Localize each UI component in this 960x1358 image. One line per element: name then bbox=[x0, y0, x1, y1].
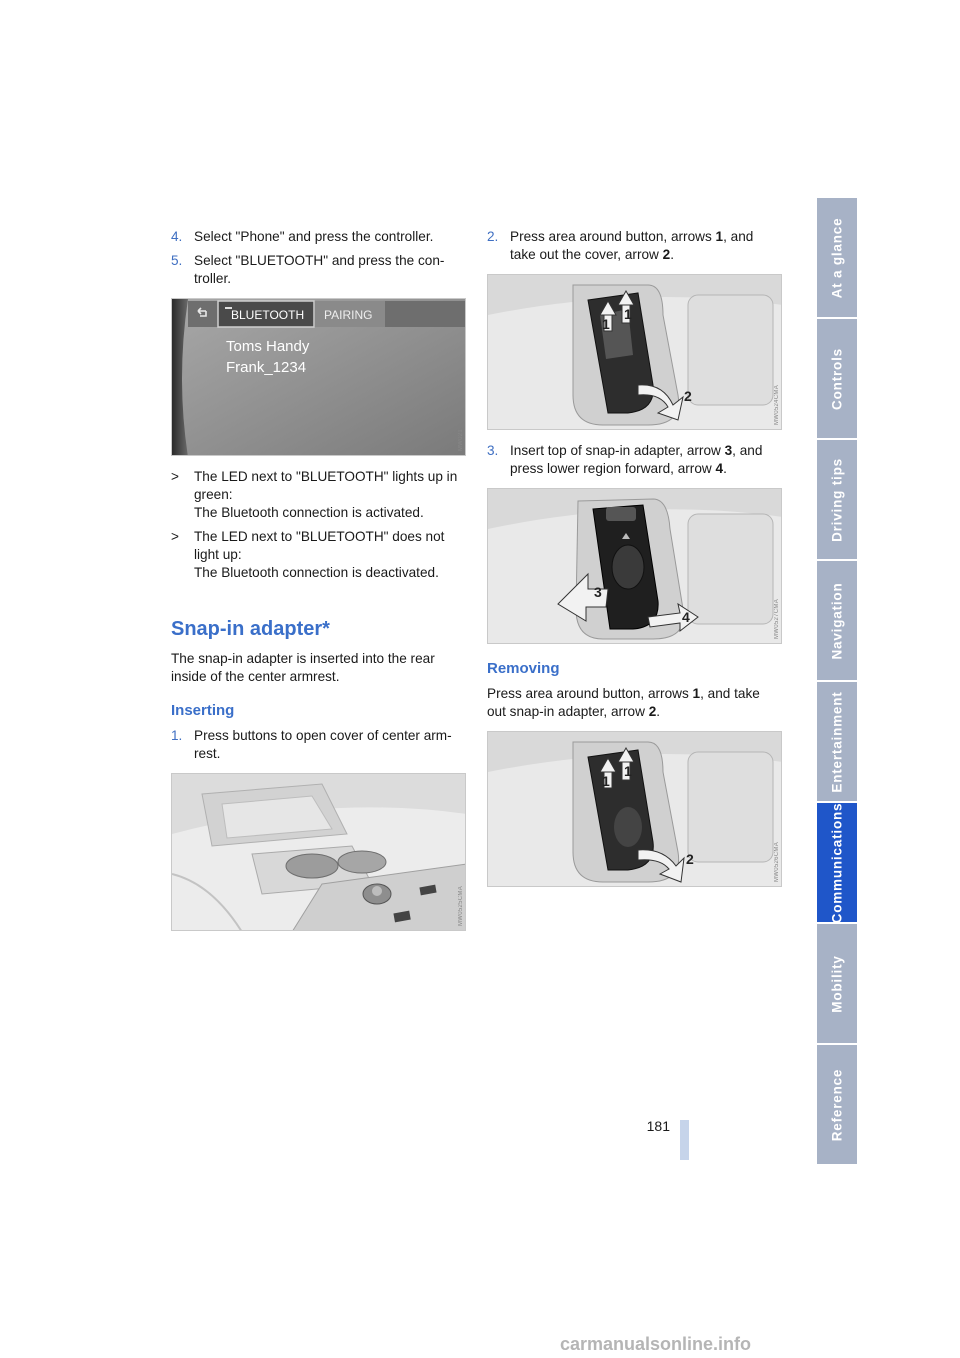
arrow-label-1b: 1 bbox=[602, 773, 610, 789]
step-text bbox=[510, 228, 782, 264]
site-watermark: carmanualsonline.info bbox=[560, 1334, 752, 1354]
text-segment: . bbox=[656, 704, 661, 719]
figure-reference: MW0527CMA bbox=[774, 598, 780, 639]
chapter-sidebar bbox=[817, 198, 857, 1166]
bullet-led-off bbox=[171, 528, 466, 582]
text-segment: , and take out the cover, arrow bbox=[510, 229, 754, 262]
step-number: 5. bbox=[171, 253, 183, 268]
step-number: 4. bbox=[171, 229, 183, 244]
bullet-led-on bbox=[171, 468, 466, 522]
arrow-ref: 3 bbox=[724, 443, 733, 458]
chapter-tab-label: Entertainment bbox=[829, 690, 845, 793]
arrow-label-1b: 1 bbox=[602, 316, 610, 332]
text-segment: . bbox=[670, 247, 674, 262]
step-text bbox=[510, 442, 782, 478]
chapter-tab-label: Communications bbox=[829, 802, 845, 923]
subheading-removing: Removing bbox=[487, 660, 560, 677]
text-segment: Insert top of snap-in adapter, arrow bbox=[510, 443, 725, 458]
bullet-marker: > bbox=[171, 469, 179, 484]
remove-adapter-figure bbox=[487, 731, 782, 887]
chapter-tab-label: Mobility bbox=[829, 954, 845, 1013]
step-number: 3. bbox=[487, 443, 499, 458]
device-entry-1: Toms Handy bbox=[226, 338, 310, 355]
chapter-tab-controls[interactable] bbox=[817, 319, 857, 440]
bluetooth-screen-illustration bbox=[172, 299, 466, 456]
arrow-label-4: 4 bbox=[682, 609, 690, 625]
step-number: 2. bbox=[487, 229, 499, 244]
page-marker-bar bbox=[680, 1120, 689, 1160]
arrow-ref: 4 bbox=[715, 461, 724, 476]
section-heading: Snap-in adapter* bbox=[171, 618, 330, 640]
arrow-ref: 2 bbox=[662, 247, 671, 262]
remove-cover-illustration bbox=[488, 275, 782, 430]
text-segment: , and take out snap-in adapter, arrow bbox=[487, 686, 760, 719]
arrow-label-2: 2 bbox=[686, 851, 694, 867]
arrow-label-3: 3 bbox=[594, 584, 602, 600]
chapter-tab-navigation[interactable] bbox=[817, 561, 857, 682]
insert-adapter-illustration bbox=[488, 489, 782, 644]
subheading-inserting: Inserting bbox=[171, 702, 235, 719]
bullet-text: The LED next to "BLUETOOTH" lights up in green: The Bluetooth connection is activated. bbox=[194, 469, 458, 520]
center-armrest-figure bbox=[171, 773, 466, 931]
figure-reference: MW0526CMA bbox=[774, 841, 780, 882]
chapter-tab-at-a-glance[interactable] bbox=[817, 198, 857, 319]
step-2 bbox=[487, 228, 782, 264]
text-segment: , and press lower region forward, arrow bbox=[510, 443, 763, 476]
step-text: Select "Phone" and press the controller. bbox=[194, 229, 434, 244]
figure-reference: MW0524CMA bbox=[774, 384, 780, 425]
chapter-tab-communications[interactable] bbox=[817, 803, 857, 924]
step-5 bbox=[171, 252, 466, 288]
chapter-tab-label: Driving tips bbox=[829, 457, 845, 542]
figure-reference: MW021 bbox=[458, 428, 464, 451]
chapter-tab-reference[interactable] bbox=[817, 1045, 857, 1166]
bluetooth-screen-figure bbox=[171, 298, 466, 456]
chapter-tab-label: Controls bbox=[829, 347, 845, 410]
step-4 bbox=[171, 228, 466, 246]
remove-cover-figure bbox=[487, 274, 782, 430]
chapter-tab-label: Navigation bbox=[829, 581, 845, 660]
chapter-tab-driving-tips[interactable] bbox=[817, 440, 857, 561]
insert-adapter-figure bbox=[487, 488, 782, 644]
chapter-tab-mobility[interactable] bbox=[817, 924, 857, 1045]
step-number: 1. bbox=[171, 728, 183, 743]
remove-adapter-illustration bbox=[488, 732, 782, 887]
intro-paragraph: The snap-in adapter is inserted into the rear inside of the center armrest. bbox=[171, 651, 435, 684]
chapter-tab-label: Reference bbox=[829, 1068, 845, 1141]
step-text: Press buttons to open cover of center arm- rest. bbox=[194, 728, 452, 761]
device-entry-2: Frank_1234 bbox=[226, 359, 307, 376]
arrow-label-1: 1 bbox=[624, 763, 632, 779]
page-number: 181 bbox=[646, 1118, 670, 1134]
figure-reference: MW0525CMA bbox=[458, 885, 464, 926]
bullet-text: The LED next to "BLUETOOTH" does not light up: The Bluetooth connection is deactivated. bbox=[194, 529, 445, 580]
chapter-tab-entertainment[interactable] bbox=[817, 682, 857, 803]
center-armrest-illustration bbox=[172, 774, 466, 931]
arrow-label-1: 1 bbox=[624, 306, 632, 322]
right-column bbox=[487, 228, 782, 899]
tab-bluetooth-label: BLUETOOTH bbox=[231, 308, 305, 322]
chapter-tab-label: At a glance bbox=[829, 217, 845, 298]
remove-paragraph bbox=[487, 685, 782, 721]
text-segment: . bbox=[723, 461, 727, 476]
text-segment: Press area around button, arrows bbox=[510, 229, 716, 244]
arrow-ref: 1 bbox=[692, 686, 701, 701]
left-column bbox=[171, 228, 466, 943]
arrow-label-2: 2 bbox=[684, 388, 692, 404]
bullet-marker: > bbox=[171, 529, 179, 544]
step-text: Select "BLUETOOTH" and press the con- troller. bbox=[194, 253, 445, 286]
tab-pairing-label: PAIRING bbox=[324, 308, 373, 322]
arrow-ref: 2 bbox=[648, 704, 657, 719]
arrow-ref: 1 bbox=[715, 229, 724, 244]
text-segment: Press area around button, arrows bbox=[487, 686, 693, 701]
step-3 bbox=[487, 442, 782, 478]
step-1 bbox=[171, 727, 466, 763]
